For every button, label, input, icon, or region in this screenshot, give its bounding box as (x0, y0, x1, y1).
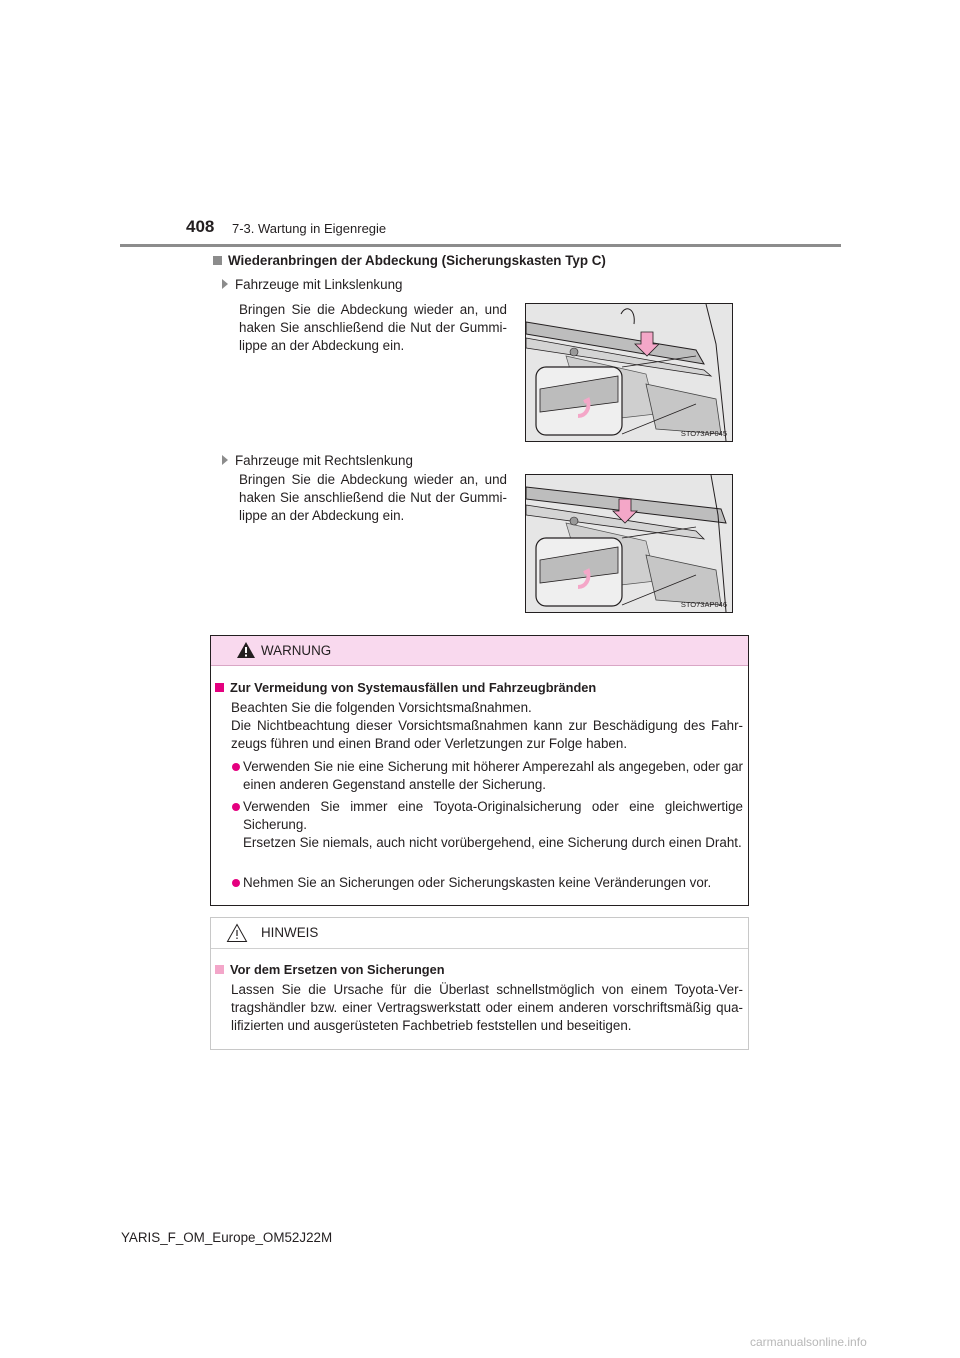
note-header (211, 918, 748, 949)
page-number: 408 (186, 217, 215, 236)
warning-box (210, 635, 749, 906)
item-label-text: Fahrzeuge mit Linkslenkung (235, 277, 403, 292)
arrow-right-bullet-icon (222, 455, 228, 465)
round-bullet-icon (232, 803, 240, 811)
warning-heading-text: Zur Vermeidung von Systemausfällen und Fahrzeugbränden (230, 680, 597, 695)
warning-intro-1: Beachten Sie die folgenden Vorsichtsmaßnahmen. (231, 700, 532, 715)
arrow-right-bullet-icon (222, 279, 228, 289)
figure-code: STO73AP045 (680, 429, 727, 438)
item-label-lhd (222, 277, 402, 292)
item-label-text: Fahrzeuge mit Rechtslenkung (235, 453, 413, 468)
item-label-rhd (222, 453, 413, 468)
warning-bullet-2: Verwenden Sie immer eine Toyota-Originalsicherung oder eine gleichwertige Sicherung. (243, 799, 743, 832)
note-heading-text: Vor dem Ersetzen von Sicherungen (230, 962, 445, 977)
watermark: carmanualsonline.info (750, 1335, 867, 1349)
figure-rhd (525, 474, 733, 613)
square-bullet-icon (215, 683, 224, 692)
round-bullet-icon (232, 879, 240, 887)
warning-triangle-icon (236, 641, 256, 659)
note-box (210, 917, 749, 1050)
warning-bullet-3: Nehmen Sie an Sicherungen oder Sicherungskasten keine Veränderungen vor. (243, 875, 712, 890)
engine-bay-illustration-rhd (526, 475, 732, 612)
instruction-text-lhd: Bringen Sie die Abdeckung wieder an, und haken Sie anschließend die Nut der Gummi-lippe an der Abdeckung ein. (239, 302, 507, 353)
warning-header (211, 636, 748, 666)
warning-heading (215, 680, 596, 695)
figure-lhd (525, 303, 733, 442)
note-heading (215, 962, 445, 977)
note-text: Lassen Sie die Ursache für die Überlast schnellstmöglich von einem Toyota-Ver-tragshändler bzw. einer Vertragswerkstatt oder einem anderen vorschriftsmäßig qua-lifizierten und ausgerüsteten Fachbetrieb feststellen und beseitigen. (231, 982, 743, 1033)
document-id: YARIS_F_OM_Europe_OM52J22M (121, 1230, 333, 1245)
note-title: HINWEIS (261, 925, 319, 940)
section-heading-text: Wiederanbringen der Abdeckung (Sicherungskasten Typ C) (228, 253, 606, 268)
warning-bullet-2-extra: Ersetzen Sie niemals, auch nicht vorübergehend, eine Sicherung durch einen Draht. (243, 835, 742, 850)
square-bullet-icon (215, 965, 224, 974)
header-rule (120, 244, 841, 247)
section-heading (213, 253, 606, 268)
caution-triangle-outline-icon (226, 923, 248, 943)
round-bullet-icon (232, 763, 240, 771)
square-bullet-icon (213, 256, 222, 265)
engine-bay-illustration-lhd (526, 304, 732, 441)
warning-title: WARNUNG (261, 643, 332, 658)
warning-bullet-1: Verwenden Sie nie eine Sicherung mit höherer Amperezahl als angegeben, oder gar einen anderen Gegenstand anstelle der Sicherung. (243, 759, 743, 792)
warning-intro-2: Die Nichtbeachtung dieser Vorsichtsmaßnahmen kann zur Beschädigung des Fahr-zeugs führen und einen Brand oder Verletzungen zur Folge haben. (231, 718, 743, 751)
figure-code: STO73AP046 (680, 600, 727, 609)
section-reference: 7-3. Wartung in Eigenregie (232, 221, 387, 236)
instruction-text-rhd: Bringen Sie die Abdeckung wieder an, und haken Sie anschließend die Nut der Gummi-lippe an der Abdeckung ein. (239, 472, 507, 523)
